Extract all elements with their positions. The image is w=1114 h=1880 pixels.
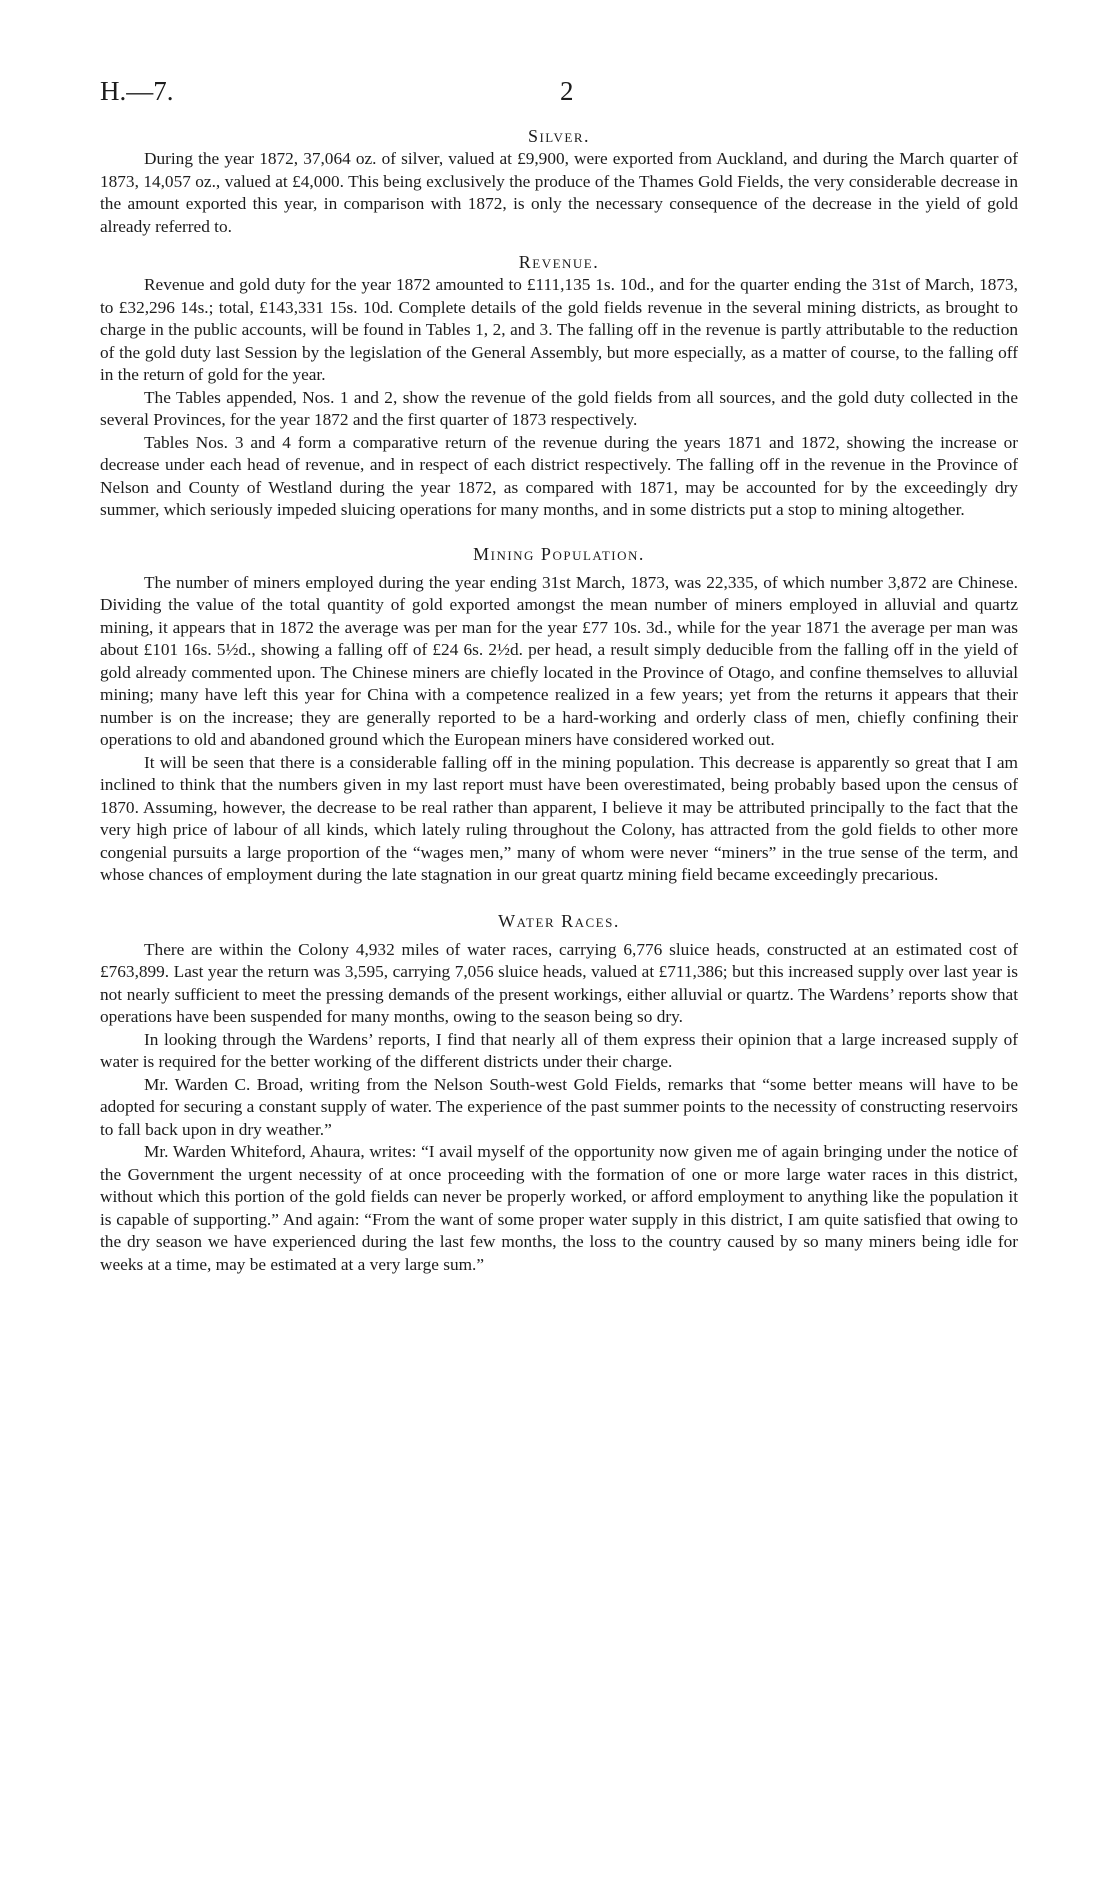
section-water-races [100,909,1018,1277]
paragraph: Revenue and gold duty for the year 1872 amounted to £111,135 1s. 10d., and for the quarter ending the 31st of March, 1873, to £32,296 14s.; total, £143,331 15s. 10d. Complete details of the gold fields revenue in the several mining districts, as brought to charge in the public accounts, will be found in Tables 1, 2, and 3. The falling off in the revenue is partly attributable to the reduction of the gold duty last Session by the legislation of the General Assembly, but more especially, as a matter of course, to the falling off in the return of gold for the year. [100,275,1018,384]
section-heading-revenue: Revenue. [518,252,600,272]
section-revenue [100,250,1018,522]
section-heading-mining-population: Mining Population. [473,543,645,564]
section-heading-silver: Silver. [527,126,591,146]
page-number: 2 [560,76,574,106]
section-mining-population [100,542,1018,887]
paragraph: The number of miners employed during the year ending 31st March, 1873, was 22,335, of which number 3,872 are Chinese. Dividing the value of the total quantity of gold exported amongst the mean number of miners employed in alluvial and quartz mining, it appears that in 1872 the average was per man for the year £77 10s. 3d., while for the year 1871 the average per man was about £101 16s. 5½d., showing a falling off of £24 6s. 2½d. per head, a result simply deducible from the falling off in the yield of gold already commented upon. The Chinese miners are chiefly located in the Province of Otago, and confine themselves to alluvial mining; many have left this year for China with a competence realized in a few years; yet from the returns it appears that their number is on the increase; they are generally reported to be a hard-working and orderly class of men, chiefly confining their operations to old and abandoned ground which the European miners have considered worked out. [100,572,1018,749]
paragraph: It will be seen that there is a considerable falling off in the mining population. This decrease is apparently so great that I am inclined to think that the numbers given in my last report must have been overestimated, being probably based upon the census of 1870. Assuming, however, the decrease to be real rather than apparent, I believe it may be attributed principally to the fact that the very high price of labour of all kinds, which lately ruling throughout the Colony, has attracted from the gold fields to other more congenial pursuits a large proportion of the “wages men,” many of whom were never “miners” in the true sense of the term, and whose chances of employment during the late stagnation in our great quartz mining field became exceedingly precarious. [100,752,1018,884]
paragraph: There are within the Colony 4,932 miles of water races, carrying 6,776 sluice heads, constructed at an estimated cost of £763,899. Last year the return was 3,595, carrying 7,056 sluice heads, valued at £711,386; but this increased supply over last year is not nearly sufficient to meet the pressing demands of the present workings, either alluvial or quartz. The Wardens’ reports show that operations have been suspended for many months, owing to the season being so dry. [100,939,1018,1026]
document-body [100,124,1018,1276]
section-silver [100,124,1018,238]
paragraph: The Tables appended, Nos. 1 and 2, show the revenue of the gold fields from all sources, and the gold duty collected in the several Provinces, for the year 1872 and the first quarter of 1873 respectively. [100,387,1018,429]
paragraph: Mr. Warden Whiteford, Ahaura, writes: “I avail myself of the opportunity now given me of again bringing under the notice of the Government the urgent necessity of at once proceeding with the formation of one or more large water races in this district, without which this portion of the gold fields can never be properly worked, or afford employment to anything like the population it is capable of supporting.” And again: “From the want of some proper water supply in this district, I am quite satisfied that owing to the dry season we have experienced during the last few months, the loss to the country caused by so many miners being idle for weeks at a time, may be estimated at a very large sum.” [100,1142,1018,1274]
document-reference: H.—7. [100,76,174,106]
paragraph: Mr. Warden C. Broad, writing from the Nelson South-west Gold Fields, remarks that “some better means will have to be adopted for securing a constant supply of water. The experience of the past summer points to the necessity of constructing reservoirs to fall back upon in dry weather.” [100,1074,1018,1139]
paragraph: Tables Nos. 3 and 4 form a comparative return of the revenue during the years 1871 and 1872, showing the increase or decrease under each head of revenue, and in respect of each district respectively. The falling off in the revenue in the Province of Nelson and County of Westland during the year 1872, as compared with 1871, may be accounted for by the exceedingly dry summer, which seriously impeded sluicing operations for many months, and in some districts put a stop to mining altogether. [100,432,1018,519]
section-heading-water-races: Water Races. [498,910,620,931]
page-header [100,76,1018,110]
paragraph: In looking through the Wardens’ reports, I find that nearly all of them express their opinion that a large increased supply of water is required for the better working of the different districts under their charge. [100,1029,1018,1071]
paragraph: During the year 1872, 37,064 oz. of silver, valued at £9,900, were exported from Auckland, and during the March quarter of 1873, 14,057 oz., valued at £4,000. This being exclusively the produce of the Thames Gold Fields, the very considerable decrease in the amount exported this year, in comparison with 1872, is only the necessary consequence of the decrease in the yield of gold already referred to. [100,149,1018,236]
